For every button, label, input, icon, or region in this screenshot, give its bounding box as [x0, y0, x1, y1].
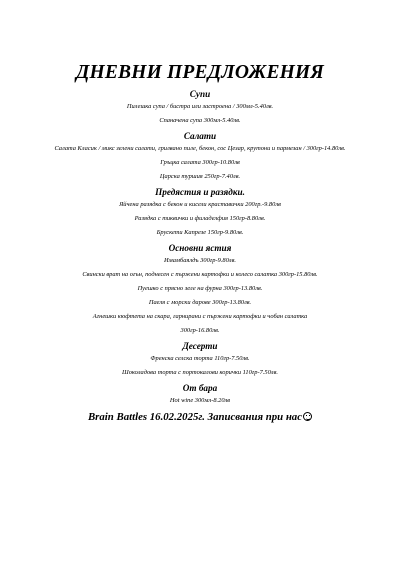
- section-heading-desserts: Десерти: [182, 341, 218, 351]
- menu-item: Гръцка салата 300гр-10.80лв: [160, 159, 240, 166]
- menu-item: Пилешка супа / бистра или застроена / 300мл-5.40лв.: [126, 103, 274, 110]
- section-bar: [0, 383, 400, 405]
- section-soups: [0, 89, 400, 125]
- menu-item: Брускети Капрезе 150гр-9.80лв.: [156, 229, 244, 236]
- section-heading-soups: Супи: [189, 89, 211, 99]
- menu-item: Френска селска торта 110гр-7.50лв.: [150, 355, 250, 362]
- section-heading-starters: Предястия и разядки.: [155, 187, 245, 197]
- section-main-courses: [0, 243, 400, 335]
- menu-item: Имамбаялдъ 300гр-9.80лв.: [164, 257, 236, 264]
- section-heading-main-courses: Основни ястия: [168, 243, 232, 253]
- event-announcement-text: Brain Battles 16.02.2025г. Записвания при нас: [87, 411, 303, 423]
- menu-item: 300гр-16.80лв.: [180, 327, 220, 334]
- event-announcement: [0, 411, 400, 423]
- menu-item: Салата Класик / микс зелени салати, грилвано пиле, бекон, сос Цезар, крутони и пармезан / 300гр-14.80лв.: [54, 145, 346, 152]
- menu-item: Спаначена супа 300мл-5.40лв.: [159, 117, 241, 124]
- menu-item: Разядка с тиквички и филаделфия 150гр-8.80лв.: [134, 215, 266, 222]
- menu-item: Царска туршия 250гр-7.40лв.: [159, 173, 241, 180]
- menu-content: [0, 85, 400, 423]
- section-heading-bar: От бара: [182, 383, 218, 393]
- menu-item: Hot wine 300мл-8.20лв: [169, 397, 231, 404]
- menu-item: Агнешки кюфтета на скара, гарнирани с пържени картофки и чобан салатка: [92, 313, 308, 320]
- menu-item: Яйчена разядка с бекон и кисели краставички 200гр.-9.80лв: [119, 201, 281, 208]
- menu-item: Пуешко с прясно зеле на фурна 300гр-13.80лв.: [137, 285, 263, 292]
- section-salads: [0, 131, 400, 181]
- menu-item: Паеля с морски дарове 300гр-13.80лв.: [148, 299, 252, 306]
- section-desserts: [0, 341, 400, 377]
- section-starters: [0, 187, 400, 237]
- menu-item: Свински врат на огън, поднесен с пържени картофки и колесо салатка 300гр-15.80лв.: [82, 271, 318, 278]
- section-heading-salads: Салати: [183, 131, 217, 141]
- menu-item: Шоколадова торта с портокалови корички 110гр-7.50лв.: [122, 369, 278, 376]
- page-title: ДНЕВНИ ПРЕДЛОЖЕНИЯ: [75, 62, 325, 83]
- smiley-icon: [303, 412, 312, 421]
